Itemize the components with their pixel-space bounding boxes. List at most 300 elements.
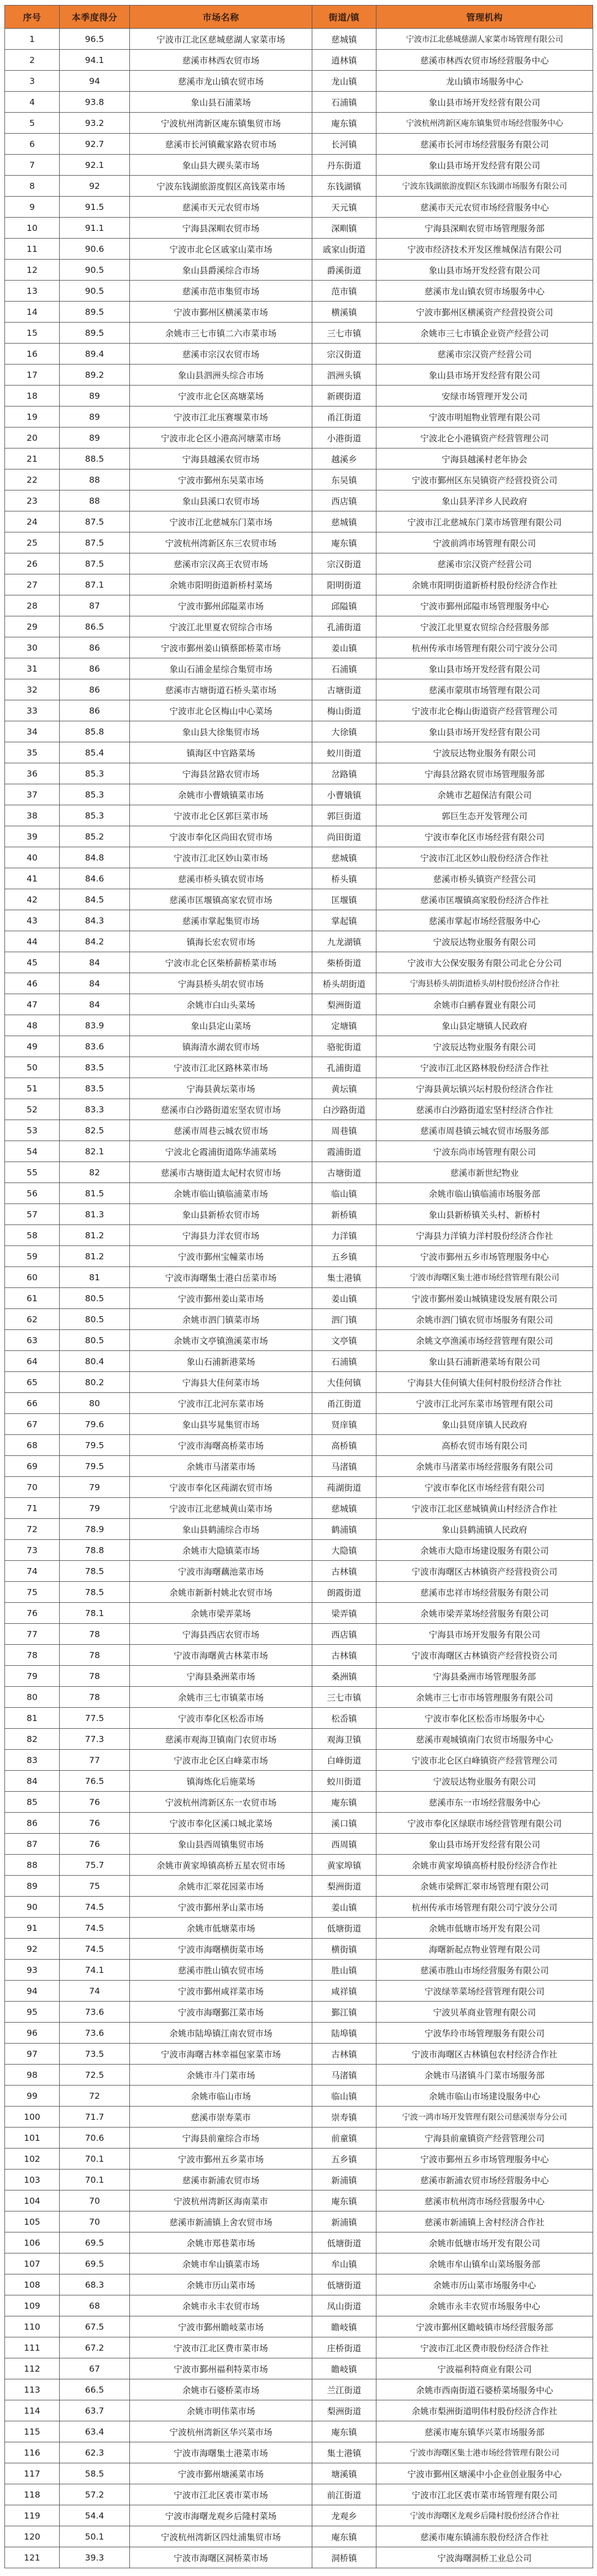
table-row (5, 1687, 593, 1708)
cell-score: 78 (60, 1666, 130, 1687)
cell-management-org: 象山县石浦新港菜场有限公司 (376, 1351, 593, 1372)
table-row (5, 574, 593, 595)
cell-score: 91.1 (60, 218, 130, 239)
cell-street-town: 孔浦街道 (312, 1057, 376, 1078)
table-row (5, 763, 593, 784)
cell-index: 59 (5, 1246, 60, 1267)
cell-score: 91.5 (60, 197, 130, 218)
cell-management-org: 海曙新起点物业管理有限公司 (376, 1939, 593, 1960)
cell-market-name: 宁波市北仑区柴桥薪桥菜市场 (130, 952, 312, 973)
table-row (5, 218, 593, 239)
cell-score: 78 (60, 1624, 130, 1645)
cell-score: 89.4 (60, 344, 130, 365)
table-row (5, 952, 593, 973)
cell-score: 76 (60, 1813, 130, 1834)
cell-street-town: 兰江街道 (312, 2379, 376, 2400)
cell-management-org: 宁波杭州湾新区庵东镇集贸市场经营服务中心 (376, 113, 593, 134)
cell-index: 70 (5, 1477, 60, 1498)
cell-score: 93.8 (60, 92, 130, 113)
cell-street-town: 五乡镇 (312, 1246, 376, 1267)
cell-management-org: 慈溪市周巷镇云城农贸市场服务部 (376, 1120, 593, 1141)
cell-index: 84 (5, 1771, 60, 1792)
cell-management-org: 余姚市西南街道石婆桥菜场服务中心 (376, 2379, 593, 2400)
cell-score: 81.2 (60, 1246, 130, 1267)
cell-management-org: 余姚市三七市市场管理服务有限公司 (376, 1687, 593, 1708)
cell-index: 33 (5, 700, 60, 721)
cell-street-town: 莼湖街道 (312, 1477, 376, 1498)
cell-management-org: 宁波市江北区妙山股份经济合作社 (376, 847, 593, 868)
cell-street-town: 马渚镇 (312, 1456, 376, 1477)
header-row (5, 6, 593, 29)
cell-street-town: 逍林镇 (312, 50, 376, 71)
cell-index: 60 (5, 1267, 60, 1288)
cell-market-name: 镇海炼化后施菜场 (130, 1771, 312, 1792)
cell-index: 75 (5, 1582, 60, 1603)
cell-score: 92.1 (60, 155, 130, 176)
cell-index: 28 (5, 595, 60, 616)
cell-index: 27 (5, 574, 60, 595)
cell-score: 85.3 (60, 784, 130, 805)
cell-market-name: 慈溪市胜山镇农贸市场 (130, 1960, 312, 1981)
table-row (5, 2274, 593, 2295)
cell-market-name: 宁波市鄞州邱隘菜市场 (130, 595, 312, 616)
cell-score: 84.5 (60, 889, 130, 910)
cell-market-name: 余姚市泗门镇菜市场 (130, 1309, 312, 1330)
cell-index: 67 (5, 1414, 60, 1435)
cell-score: 73.5 (60, 2044, 130, 2065)
cell-index: 115 (5, 2421, 60, 2442)
cell-index: 37 (5, 784, 60, 805)
table-row (5, 805, 593, 826)
cell-market-name: 宁波市江北压赛堰菜市场 (130, 407, 312, 427)
cell-score: 81.2 (60, 1225, 130, 1246)
table-row (5, 92, 593, 113)
cell-index: 10 (5, 218, 60, 239)
table-row (5, 1729, 593, 1750)
cell-management-org: 宁波北仑小港镇资产经营管理公司 (376, 427, 593, 448)
cell-market-name: 宁波杭州湾新区华兴菜市场 (130, 2421, 312, 2442)
cell-street-town: 白峰街道 (312, 1750, 376, 1771)
cell-street-town: 梨洲街道 (312, 994, 376, 1015)
cell-score: 89 (60, 427, 130, 448)
table-row (5, 176, 593, 197)
cell-street-town: 庵东镇 (312, 2526, 376, 2547)
cell-market-name: 余姚市郑巷菜市场 (130, 2232, 312, 2253)
cell-management-org: 慈溪市东一市场经营服务中心 (376, 1792, 593, 1813)
cell-market-name: 宁波市鄞州塘溪菜市场 (130, 2463, 312, 2484)
cell-market-name: 余姚市三七市镇菜市场 (130, 1687, 312, 1708)
cell-score: 87.5 (60, 553, 130, 574)
cell-management-org: 宁波市鄞州五乡市场管理服务中心 (376, 1246, 593, 1267)
cell-management-org: 宁波市经济技术开发区维城保洁有限公司 (376, 239, 593, 260)
cell-management-org: 宁波福利特商业有限公司 (376, 2358, 593, 2379)
cell-street-town: 古塘街道 (312, 679, 376, 700)
cell-score: 68 (60, 2295, 130, 2316)
cell-score: 84 (60, 973, 130, 994)
cell-index: 23 (5, 490, 60, 511)
cell-index: 69 (5, 1456, 60, 1477)
cell-score: 69.5 (60, 2253, 130, 2274)
cell-street-town: 新浦镇 (312, 2169, 376, 2190)
cell-index: 63 (5, 1330, 60, 1351)
cell-street-town: 黄家埠镇 (312, 1855, 376, 1876)
cell-street-town: 马渚镇 (312, 2065, 376, 2086)
cell-index: 114 (5, 2400, 60, 2421)
cell-management-org: 象山县市场开发经营有限公司 (376, 1834, 593, 1855)
cell-index: 99 (5, 2086, 60, 2107)
cell-score: 78.9 (60, 1519, 130, 1540)
cell-market-name: 慈溪市林西农贸市场 (130, 50, 312, 71)
cell-market-name: 宁波市海曙横街菜市场 (130, 1939, 312, 1960)
cell-market-name: 宁波市江北区裘市菜市场 (130, 2484, 312, 2505)
cell-street-town: 尚田街道 (312, 826, 376, 847)
cell-market-name: 宁波市奉化区松岙市场 (130, 1708, 312, 1729)
table-row (5, 1645, 593, 1666)
cell-market-name: 宁波市海曙集士港菜市场 (130, 2442, 312, 2463)
cell-management-org: 宁波市大公保安服务有限公司北仑分公司 (376, 952, 593, 973)
cell-street-town: 岔路镇 (312, 763, 376, 784)
table-row (5, 658, 593, 679)
cell-index: 17 (5, 365, 60, 386)
cell-street-town: 庵东镇 (312, 2421, 376, 2442)
cell-market-name: 宁波市奉化区溪口城北菜场 (130, 1813, 312, 1834)
table-row (5, 2044, 593, 2065)
cell-management-org: 象山县市场开发经营有限公司 (376, 365, 593, 386)
table-row (5, 2547, 593, 2568)
cell-index: 118 (5, 2484, 60, 2505)
cell-index: 93 (5, 1960, 60, 1981)
cell-score: 80.5 (60, 1330, 130, 1351)
cell-market-name: 象山县大徐集贸市场 (130, 721, 312, 742)
cell-street-town: 观海卫镇 (312, 1729, 376, 1750)
table-row (5, 1603, 593, 1624)
cell-management-org: 慈溪市匡堰镇高家股份经济合作社 (376, 889, 593, 910)
cell-score: 74.5 (60, 1918, 130, 1939)
cell-score: 76.5 (60, 1771, 130, 1792)
cell-index: 45 (5, 952, 60, 973)
cell-street-town: 瞻岐镇 (312, 2316, 376, 2337)
cell-street-town: 塘溪镇 (312, 2463, 376, 2484)
cell-index: 92 (5, 1939, 60, 1960)
cell-street-town: 白沙路街道 (312, 1099, 376, 1120)
cell-score: 79 (60, 1498, 130, 1519)
table-row (5, 281, 593, 302)
cell-market-name: 余姚市临山镇临浦菜市场 (130, 1183, 312, 1204)
cell-score: 72 (60, 2086, 130, 2107)
cell-management-org: 余姚市梁弄菜场经营服务有限公司 (376, 1603, 593, 1624)
cell-management-org: 宁波东尚市场管理有限公司 (376, 1141, 593, 1162)
cell-management-org: 杭州传承市场管理有限公司宁波分公司 (376, 637, 593, 658)
cell-market-name: 宁波市海曙古林幸福包家菜市场 (130, 2044, 312, 2065)
cell-street-town: 横街镇 (312, 1939, 376, 1960)
cell-market-name: 慈溪市宗汉农贸市场 (130, 344, 312, 365)
cell-index: 41 (5, 868, 60, 889)
cell-score: 80.5 (60, 1309, 130, 1330)
cell-index: 43 (5, 910, 60, 931)
cell-score: 84.8 (60, 847, 130, 868)
cell-management-org: 象山县市场开发经营有限公司 (376, 155, 593, 176)
cell-street-town: 五乡镇 (312, 2149, 376, 2169)
cell-management-org: 余姚市马渚镇斗门菜市场服务部 (376, 2065, 593, 2086)
cell-index: 6 (5, 134, 60, 155)
table-row (5, 50, 593, 71)
table-row (5, 2086, 593, 2107)
cell-market-name: 镇海区中官路菜场 (130, 742, 312, 763)
cell-street-town: 集士港镇 (312, 1267, 376, 1288)
cell-index: 62 (5, 1309, 60, 1330)
cell-street-town: 松岙镇 (312, 1708, 376, 1729)
cell-market-name: 宁波市鄞州福利特菜市场 (130, 2358, 312, 2379)
table-row (5, 1960, 593, 1981)
cell-management-org: 宁波一鸿市场开发管理有限公司慈溪崇寿分公司 (376, 2107, 593, 2128)
cell-management-org: 象山县市场开发经营有限公司 (376, 721, 593, 742)
cell-market-name: 宁波北仑霞浦街道陈华浦菜场 (130, 1141, 312, 1162)
cell-street-town: 慈城镇 (312, 511, 376, 532)
cell-street-town: 慈城镇 (312, 29, 376, 50)
table-row (5, 1792, 593, 1813)
table-row (5, 2190, 593, 2211)
cell-index: 102 (5, 2149, 60, 2169)
cell-management-org: 象山县茅洋乡人民政府 (376, 490, 593, 511)
cell-index: 66 (5, 1393, 60, 1414)
cell-market-name: 宁海县岔路农贸市场 (130, 763, 312, 784)
cell-index: 65 (5, 1372, 60, 1393)
cell-index: 25 (5, 532, 60, 553)
cell-management-org: 象山县贤庠镇人民政府 (376, 1414, 593, 1435)
table-row (5, 532, 593, 553)
cell-management-org: 余姚市临山镇临浦市场服务部 (376, 1183, 593, 1204)
table-row (5, 2002, 593, 2023)
table-row (5, 2128, 593, 2149)
cell-management-org: 象山县市场开发经营有限公司 (376, 92, 593, 113)
cell-street-town: 龙山镇 (312, 71, 376, 92)
cell-market-name: 宁波市北仑区郭巨菜市场 (130, 805, 312, 826)
cell-management-org: 宁波市海曙区古林镇包农村经济合作社 (376, 2044, 593, 2065)
cell-index: 78 (5, 1645, 60, 1666)
table-row (5, 323, 593, 344)
cell-score: 83.5 (60, 1078, 130, 1099)
cell-index: 12 (5, 260, 60, 281)
cell-score: 85.3 (60, 805, 130, 826)
cell-market-name: 宁海县桥头胡农贸市场 (130, 973, 312, 994)
cell-market-name: 慈溪市长河镇戴家路农贸市场 (130, 134, 312, 155)
cell-score: 78.8 (60, 1540, 130, 1561)
cell-score: 84.2 (60, 931, 130, 952)
cell-market-name: 象山县溪口农贸市场 (130, 490, 312, 511)
cell-market-name: 余姚市新新村姚北农贸市场 (130, 1582, 312, 1603)
cell-management-org: 宁波市江北慈城慈湖人家菜市场管理有限公司 (376, 29, 593, 50)
cell-market-name: 象山县鹤浦综合市场 (130, 1519, 312, 1540)
cell-score: 96.5 (60, 29, 130, 50)
cell-index: 30 (5, 637, 60, 658)
cell-street-town: 陆埠镇 (312, 2023, 376, 2044)
cell-market-name: 宁波市奉化区莼湖农贸市场 (130, 1477, 312, 1498)
table-row (5, 2065, 593, 2086)
cell-street-town: 新碶街道 (312, 386, 376, 407)
table-row (5, 1435, 593, 1456)
cell-market-name: 象山县西周镇集贸市场 (130, 1834, 312, 1855)
cell-score: 88 (60, 469, 130, 490)
cell-score: 74 (60, 1981, 130, 2002)
table-row (5, 1771, 593, 1792)
cell-index: 44 (5, 931, 60, 952)
cell-score: 90.5 (60, 260, 130, 281)
cell-street-town: 宗汉街道 (312, 344, 376, 365)
cell-market-name: 宁波市江北区妙山菜市场 (130, 847, 312, 868)
cell-street-town: 古林镇 (312, 1645, 376, 1666)
cell-street-town: 大隐镇 (312, 1540, 376, 1561)
cell-street-town: 鹤浦镇 (312, 1519, 376, 1540)
table-row (5, 1981, 593, 2002)
table-row (5, 1057, 593, 1078)
cell-market-name: 镇海清水湖农贸市场 (130, 1036, 312, 1057)
cell-street-town: 临山镇 (312, 2086, 376, 2107)
cell-score: 73.6 (60, 2023, 130, 2044)
cell-score: 75 (60, 1876, 130, 1897)
table-header (5, 6, 593, 29)
cell-street-town: 周巷镇 (312, 1120, 376, 1141)
table-row (5, 553, 593, 574)
cell-management-org: 宁海县力洋镇力洋村股份经济合作社 (376, 1225, 593, 1246)
cell-index: 121 (5, 2547, 60, 2568)
table-row (5, 1204, 593, 1225)
cell-score: 84 (60, 994, 130, 1015)
cell-index: 53 (5, 1120, 60, 1141)
cell-index: 119 (5, 2505, 60, 2526)
cell-street-town: 蛟川街道 (312, 742, 376, 763)
cell-score: 71.7 (60, 2107, 130, 2128)
cell-index: 106 (5, 2232, 60, 2253)
cell-score: 82.1 (60, 1141, 130, 1162)
cell-street-town: 石浦镇 (312, 92, 376, 113)
cell-index: 97 (5, 2044, 60, 2065)
table-row (5, 302, 593, 323)
cell-index: 22 (5, 469, 60, 490)
cell-score: 89.2 (60, 365, 130, 386)
cell-market-name: 余姚市三七市镇二六市菜市场 (130, 323, 312, 344)
cell-score: 81.5 (60, 1183, 130, 1204)
cell-market-name: 余姚市阳明街道新桥村菜场 (130, 574, 312, 595)
cell-management-org: 宁海县市场开发服务有限公司 (376, 1624, 593, 1645)
cell-street-town: 庵东镇 (312, 113, 376, 134)
cell-market-name: 宁波市江北慈城黄山菜市场 (130, 1498, 312, 1519)
cell-index: 111 (5, 2337, 60, 2358)
cell-market-name: 象山石浦金星综合集贸市场 (130, 658, 312, 679)
cell-street-town: 掌起镇 (312, 910, 376, 931)
table-row (5, 2253, 593, 2274)
cell-index: 57 (5, 1204, 60, 1225)
cell-index: 16 (5, 344, 60, 365)
cell-street-town: 蛟川街道 (312, 1771, 376, 1792)
cell-index: 107 (5, 2253, 60, 2274)
cell-market-name: 余姚市文亭镇渔溪菜市场 (130, 1330, 312, 1351)
cell-street-town: 爵溪街道 (312, 260, 376, 281)
cell-score: 84.6 (60, 868, 130, 889)
cell-management-org: 慈溪市龙山镇农贸市场服务中心 (376, 281, 593, 302)
cell-management-org: 象山县定塘镇人民政府 (376, 1015, 593, 1036)
cell-index: 58 (5, 1225, 60, 1246)
cell-index: 120 (5, 2526, 60, 2547)
cell-management-org: 宁波市鄞州姜山城镇建设发展有限公司 (376, 1288, 593, 1309)
table-row (5, 1141, 593, 1162)
cell-street-town: 姜山镇 (312, 1897, 376, 1918)
cell-index: 32 (5, 679, 60, 700)
cell-market-name: 慈溪市匡堰镇高家农贸市场 (130, 889, 312, 910)
table-row (5, 889, 593, 910)
cell-score: 68.3 (60, 2274, 130, 2295)
cell-street-town: 东吴镇 (312, 469, 376, 490)
cell-score: 78.5 (60, 1582, 130, 1603)
cell-index: 49 (5, 1036, 60, 1057)
cell-index: 9 (5, 197, 60, 218)
table-row (5, 2211, 593, 2232)
cell-management-org: 宁波江北里夏农贸综合经营服务部 (376, 616, 593, 637)
cell-market-name: 宁波市鄞州五乡菜市场 (130, 2149, 312, 2169)
cell-score: 79.6 (60, 1414, 130, 1435)
cell-score: 63.7 (60, 2400, 130, 2421)
table-row (5, 2358, 593, 2379)
cell-index: 79 (5, 1666, 60, 1687)
cell-score: 79.5 (60, 1456, 130, 1477)
cell-market-name: 宁波杭州湾新区四灶浦集贸市场 (130, 2526, 312, 2547)
table-row (5, 1834, 593, 1855)
cell-management-org: 宁波市海曙区集士港市场经营管理有限公司 (376, 1267, 593, 1288)
cell-street-town: 戚家山街道 (312, 239, 376, 260)
table-row (5, 427, 593, 448)
table-row (5, 2526, 593, 2547)
table-row (5, 1561, 593, 1582)
cell-management-org: 余姚市临山市场建设服务中心 (376, 2086, 593, 2107)
cell-street-town: 咸祥镇 (312, 1981, 376, 2002)
cell-score: 69.5 (60, 2232, 130, 2253)
cell-management-org: 余姚市黄家埠镇高桥村股份经济合作社 (376, 1855, 593, 1876)
table-row (5, 868, 593, 889)
cell-index: 55 (5, 1162, 60, 1183)
cell-index: 14 (5, 302, 60, 323)
cell-score: 83.6 (60, 1036, 130, 1057)
cell-management-org: 宁波辰达物业服务有限公司 (376, 1771, 593, 1792)
cell-market-name: 余姚市石婆桥菜市场 (130, 2379, 312, 2400)
cell-market-name: 余姚市白山头菜场 (130, 994, 312, 1015)
cell-market-name: 宁波市海曙黄古林菜市场 (130, 1645, 312, 1666)
cell-street-town: 桥头胡街道 (312, 973, 376, 994)
table-row (5, 1288, 593, 1309)
cell-index: 105 (5, 2211, 60, 2232)
table-row (5, 679, 593, 700)
cell-market-name: 象山石浦新港菜场 (130, 1351, 312, 1372)
table-row (5, 490, 593, 511)
cell-street-town: 匡堰镇 (312, 889, 376, 910)
cell-street-town: 新桥镇 (312, 1204, 376, 1225)
cell-street-town: 丹东街道 (312, 155, 376, 176)
table-row (5, 742, 593, 763)
cell-score: 57.2 (60, 2484, 130, 2505)
cell-score: 84 (60, 952, 130, 973)
cell-market-name: 宁海县桑洲菜市场 (130, 1666, 312, 1687)
cell-street-town: 霞浦街道 (312, 1141, 376, 1162)
cell-management-org: 慈溪市新浦镇上舍村经济合作社 (376, 2211, 593, 2232)
cell-market-name: 余姚市马渚菜市场 (130, 1456, 312, 1477)
table-row (5, 1099, 593, 1120)
table-row (5, 344, 593, 365)
cell-management-org: 慈溪市庵东镇华兴菜市场服务部 (376, 2421, 593, 2442)
cell-street-town: 低塘街道 (312, 1918, 376, 1939)
cell-index: 113 (5, 2379, 60, 2400)
cell-index: 95 (5, 2002, 60, 2023)
cell-management-org: 慈溪市杭州湾市场经营服务中心 (376, 2190, 593, 2211)
table-row (5, 784, 593, 805)
cell-index: 11 (5, 239, 60, 260)
